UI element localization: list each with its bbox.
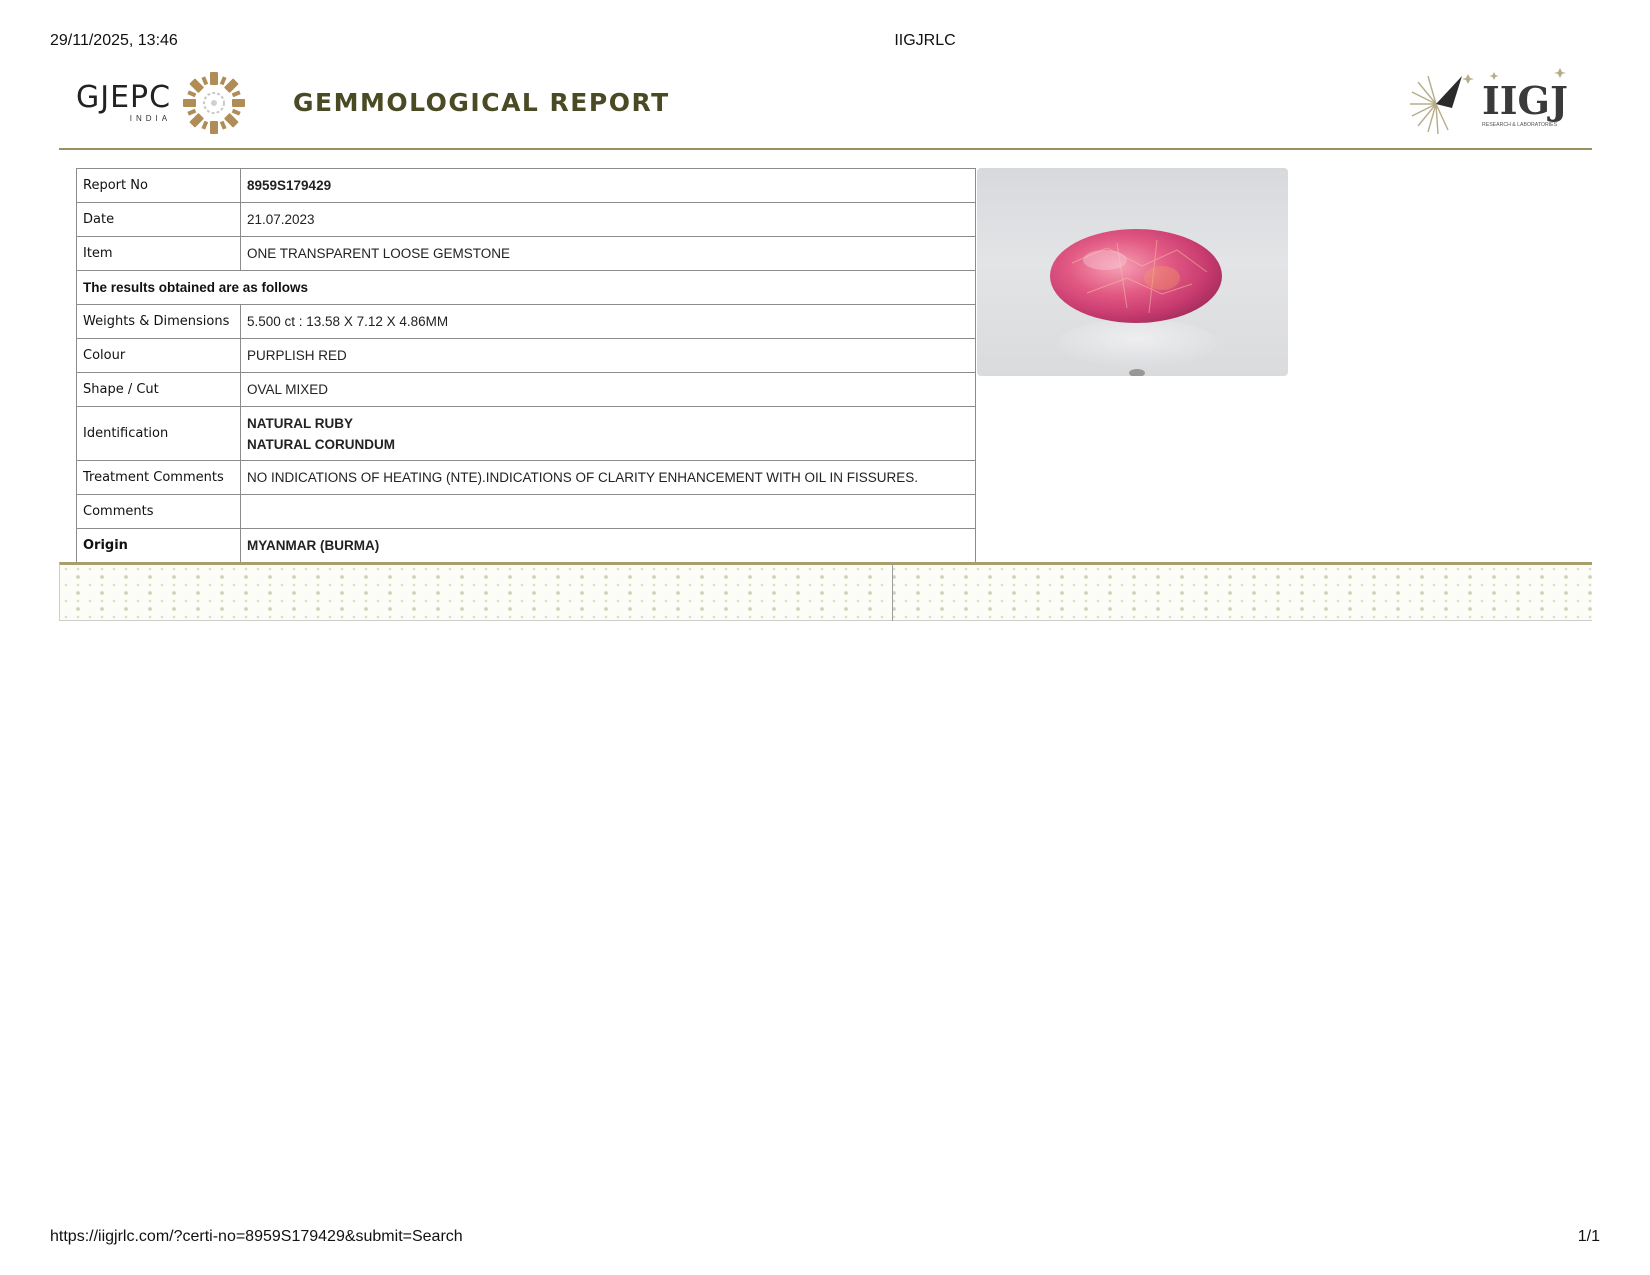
origin-value: MYANMAR (BURMA): [241, 529, 976, 563]
comments-value: [241, 495, 976, 529]
iigj-arrow-shape: [1436, 76, 1462, 108]
gemstone-photo: [977, 168, 1288, 376]
colour-value: PURPLISH RED: [241, 339, 976, 373]
table-row: [77, 461, 976, 495]
identification-label: Identification: [77, 407, 241, 461]
report-no-label: Report No: [77, 169, 241, 203]
table-row: [77, 203, 976, 237]
results-heading: The results obtained are as follows: [77, 271, 976, 305]
shape-label: Shape / Cut: [77, 373, 241, 407]
treatment-value: NO INDICATIONS OF HEATING (NTE).INDICATIONS OF CLARITY ENHANCEMENT WITH OIL IN FISSURES.: [241, 461, 976, 495]
print-url: https://iigjrlc.com/?certi-no=8959S179429&submit=Search: [50, 1228, 463, 1245]
table-row: [77, 495, 976, 529]
table-row: [77, 339, 976, 373]
iigj-logo-word: IIGJ: [1482, 78, 1568, 123]
table-row: [77, 529, 976, 563]
pattern-divider: [892, 562, 893, 621]
table-row: [77, 305, 976, 339]
table-row: [77, 169, 976, 203]
colour-label: Colour: [77, 339, 241, 373]
weights-label: Weights & Dimensions: [77, 305, 241, 339]
treatment-label: Treatment Comments: [77, 461, 241, 495]
date-value: 21.07.2023: [241, 203, 976, 237]
origin-label: Origin: [77, 529, 241, 563]
table-row: [77, 373, 976, 407]
report-no-value: 8959S179429: [241, 169, 976, 203]
comments-label: Comments: [77, 495, 241, 529]
report-title: GEMMOLOGICAL REPORT: [293, 88, 670, 117]
table-row: [77, 407, 976, 461]
gjepc-logo-sub: INDIA: [129, 114, 172, 123]
gjepc-sunburst-icon: [181, 70, 247, 136]
identification-value: [241, 407, 976, 461]
weights-value: 5.500 ct : 13.58 X 7.12 X 4.86MM: [241, 305, 976, 339]
print-page-number: 1/1: [1577, 1228, 1600, 1245]
print-page-title: IIGJRLC: [894, 32, 956, 49]
identification-line: NATURAL RUBY: [247, 415, 353, 431]
shape-value: OVAL MIXED: [241, 373, 976, 407]
iigj-logo: [1406, 68, 1574, 140]
report-table: [76, 168, 976, 563]
item-label: Item: [77, 237, 241, 271]
table-row: [77, 271, 976, 305]
gjepc-logo: [76, 70, 247, 136]
iigj-logo-sub: RESEARCH & LABORATORIES: [1482, 122, 1558, 128]
table-row: [77, 237, 976, 271]
date-label: Date: [77, 203, 241, 237]
print-datetime: 29/11/2025, 13:46: [50, 32, 178, 49]
gemstone-image: [977, 168, 1288, 376]
item-value: ONE TRANSPARENT LOOSE GEMSTONE: [241, 237, 976, 271]
header-rule: [59, 148, 1592, 150]
identification-line: NATURAL CORUNDUM: [247, 436, 395, 452]
gjepc-logo-word: GJEPC: [76, 80, 172, 115]
decorative-pattern-band: [59, 562, 1592, 621]
